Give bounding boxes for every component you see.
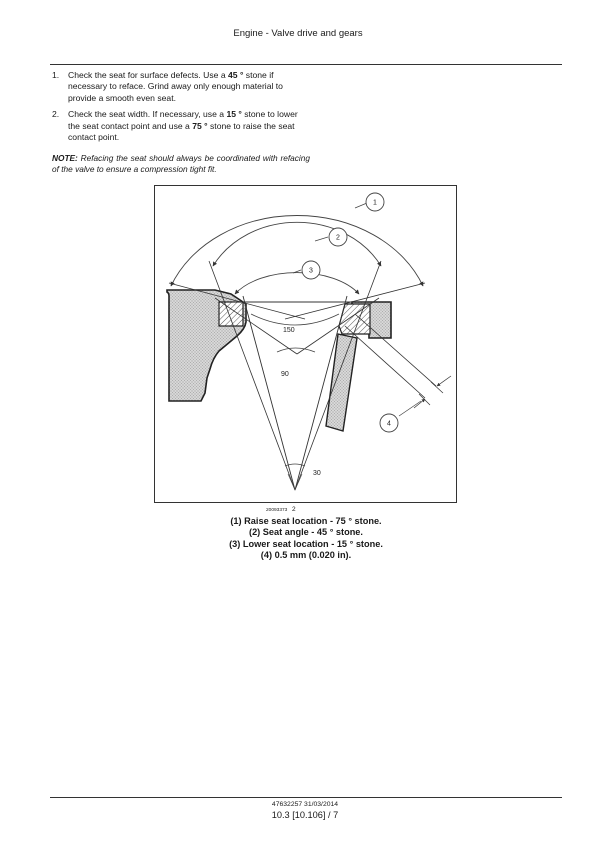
step-text: Check the seat width. If necessary, use a bbox=[68, 109, 227, 120]
step-text: stone to lower the seat contact point and use a bbox=[68, 109, 298, 131]
caption-1: (1) Raise seat location - 75 ° stone. bbox=[230, 516, 382, 526]
footer-document-ref: 47632257 31/03/2014 bbox=[271, 801, 339, 808]
figure-number: 2 bbox=[292, 506, 296, 513]
caption-2: (2) Seat angle - 45 ° stone. bbox=[249, 527, 363, 538]
svg-text:1: 1 bbox=[373, 199, 377, 207]
procedure-steps bbox=[52, 70, 310, 148]
step-number: 2. bbox=[52, 109, 60, 120]
arc-15-stone bbox=[235, 273, 359, 294]
caption-3: (3) Lower seat location - 15 ° stone. bbox=[229, 538, 383, 549]
step-bold-value: 15 ° bbox=[226, 109, 242, 120]
note-paragraph bbox=[52, 153, 310, 175]
arc-45-stone bbox=[213, 222, 381, 266]
step-text: stone to raise the seat contact point. bbox=[68, 120, 295, 143]
footer-page-number: 10.3 [10.106] / 7 bbox=[271, 810, 339, 820]
svg-text:4: 4 bbox=[387, 420, 391, 428]
callout-2 bbox=[329, 228, 347, 246]
valve-seat-diagram bbox=[155, 186, 456, 502]
figure-captions bbox=[0, 516, 596, 562]
step-text: stone if necessary to reface. Grind away only enough material to provide a smooth even seat. bbox=[68, 70, 283, 103]
figure-image-id: 20093373 bbox=[266, 508, 288, 513]
svg-text:3: 3 bbox=[309, 267, 313, 275]
step-bold-value: 75 ° bbox=[192, 120, 208, 131]
arc-75-stone bbox=[171, 215, 423, 286]
seat-insert-left bbox=[219, 302, 243, 326]
callout-1 bbox=[366, 193, 384, 211]
callout-4 bbox=[380, 414, 398, 432]
angle-label-30: 30 bbox=[313, 470, 321, 477]
angle-label-150: 150 bbox=[283, 327, 295, 334]
header-divider bbox=[50, 64, 562, 65]
arc-150-angle bbox=[251, 314, 339, 325]
step-bold-value: 45 ° bbox=[228, 70, 244, 80]
angle-label-90: 90 bbox=[281, 371, 289, 378]
valve-seat-figure bbox=[154, 185, 457, 503]
step-1 bbox=[52, 70, 310, 104]
step-2 bbox=[52, 109, 310, 143]
footer-divider bbox=[50, 797, 562, 798]
page-header-title: Engine - Valve drive and gears bbox=[233, 28, 363, 39]
caption-4: (4) 0.5 mm (0.020 in). bbox=[260, 550, 352, 561]
note-label: NOTE: bbox=[52, 153, 78, 163]
step-number: 1. bbox=[52, 70, 60, 80]
valve-guide bbox=[326, 334, 357, 431]
arc-90-angle bbox=[277, 348, 315, 352]
callout-3 bbox=[302, 261, 320, 279]
step-text: Check the seat for surface defects. Use a bbox=[68, 70, 229, 80]
svg-text:2: 2 bbox=[336, 234, 340, 242]
note-text: Refacing the seat should always be coordinated with refacing of the valve to ensure a compression tight fit. bbox=[52, 153, 310, 174]
